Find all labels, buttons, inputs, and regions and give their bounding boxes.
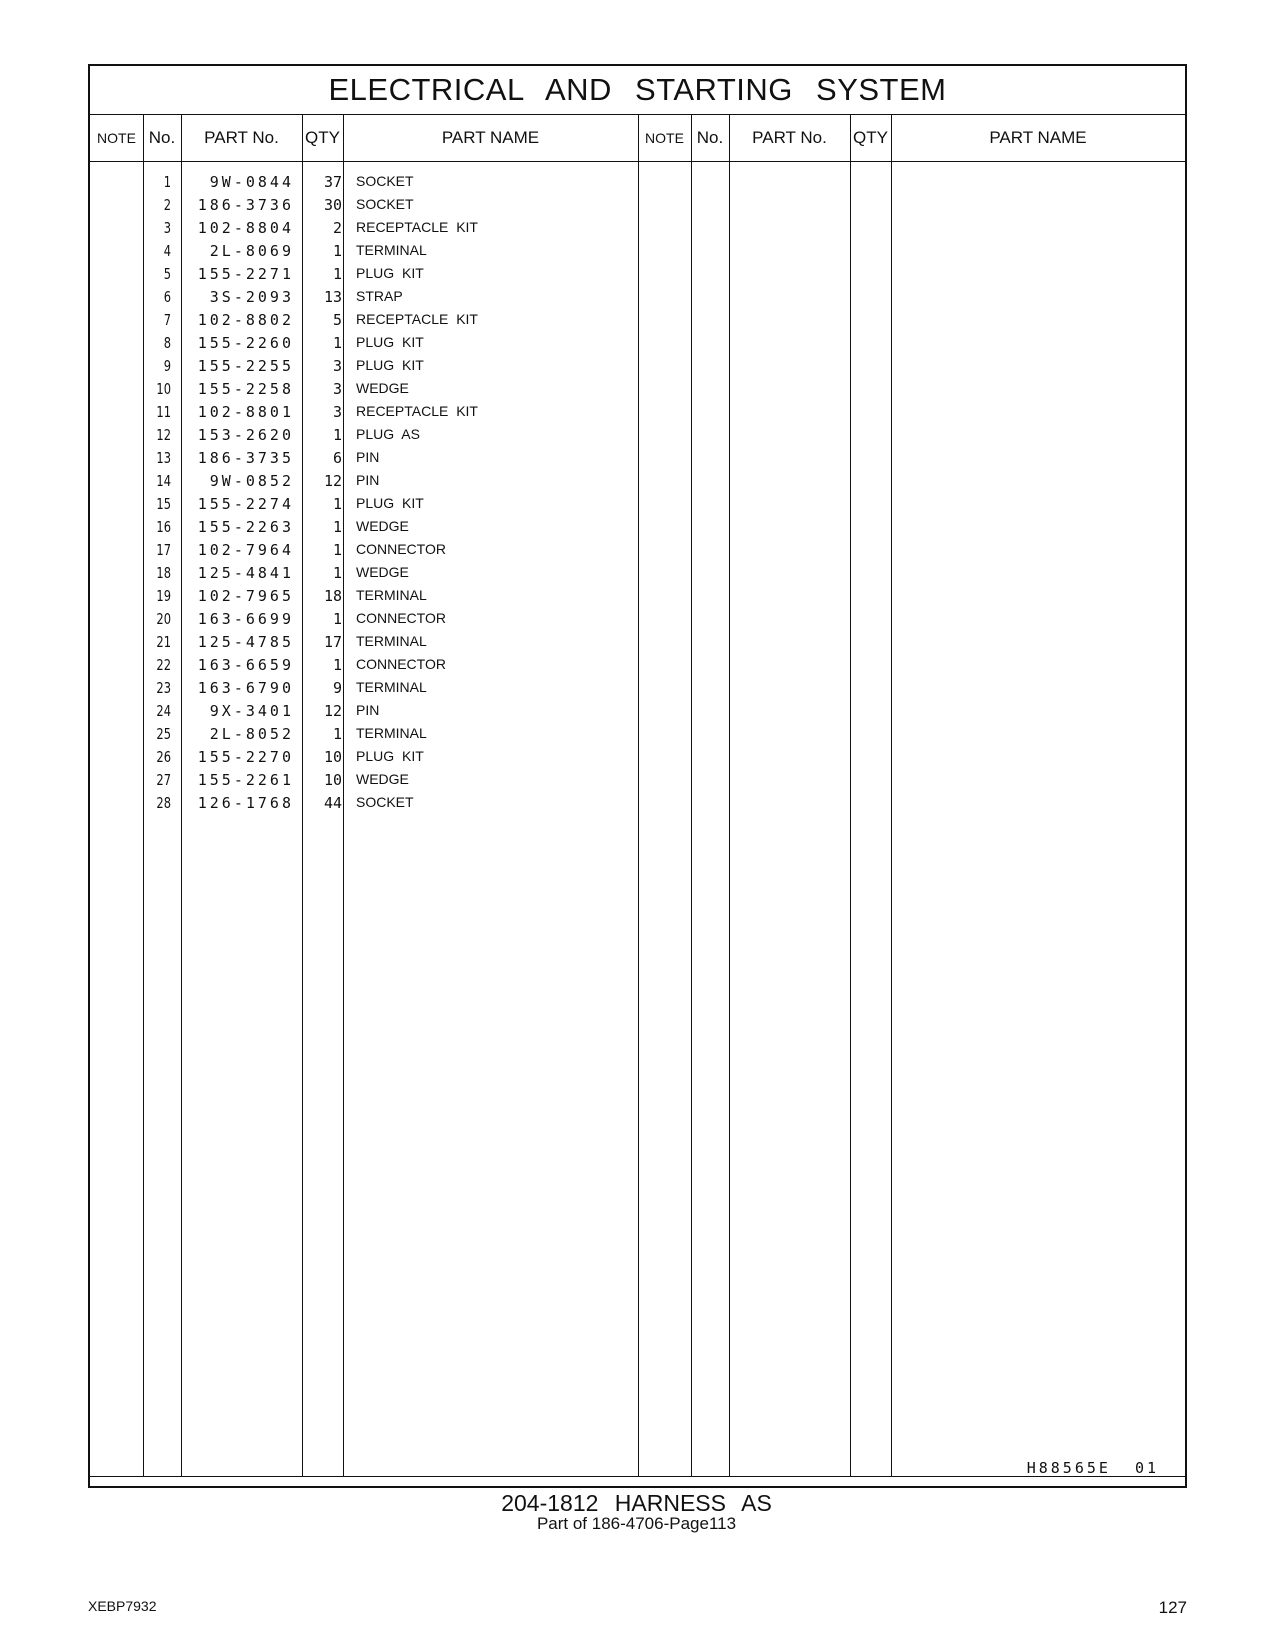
part-name: STRAP [356,288,403,304]
part-name: SOCKET [356,173,414,189]
item-number: 25 [156,725,171,743]
part-number: 9X-3401 [209,702,294,720]
table-row [90,495,1185,518]
quantity: 12 [323,472,342,490]
header-note-left: NOTE [97,129,136,146]
part-number: 163-6659 [197,656,294,674]
part-number: 153-2620 [197,426,294,444]
part-number: 155-2263 [197,518,294,536]
table-row [90,541,1185,564]
part-number: 3S-2093 [209,288,294,306]
part-name: TERMINAL [356,242,427,258]
table-row [90,357,1185,380]
item-number: 5 [163,265,171,283]
quantity: 10 [323,748,342,766]
header-part-no-left: PART No. [204,127,279,147]
part-name: PLUG KIT [356,265,424,281]
item-number: 13 [156,449,171,467]
item-number: 6 [163,288,171,306]
item-number: 24 [156,702,171,720]
quantity: 1 [332,334,342,352]
quantity: 9 [332,679,342,697]
table-row [90,679,1185,702]
item-number: 19 [156,587,171,605]
item-number: 20 [156,610,171,628]
part-name: TERMINAL [356,725,427,741]
part-number: 155-2261 [197,771,294,789]
quantity: 18 [323,587,342,605]
table-row [90,196,1185,219]
part-number: 125-4785 [197,633,294,651]
table-row [90,771,1185,794]
header-no-right: No. [696,127,724,147]
item-number: 11 [156,403,171,421]
part-number: 155-2270 [197,748,294,766]
table-row [90,587,1185,610]
table-row [90,633,1185,656]
part-number: 155-2255 [197,357,294,375]
table-row [90,426,1185,449]
part-number: 102-7965 [197,587,294,605]
header-no-left: No. [148,127,176,147]
table-row [90,449,1185,472]
part-name: PLUG KIT [356,334,424,350]
item-number: 9 [163,357,171,375]
item-number: 2 [163,196,171,214]
item-number: 22 [156,656,171,674]
quantity: 44 [323,794,342,812]
table-bottom-rule [90,1476,1185,1477]
page-number: 127 [1158,1598,1187,1617]
part-number: 102-7964 [197,541,294,559]
part-number: 155-2274 [197,495,294,513]
part-number: 125-4841 [197,564,294,582]
quantity: 1 [332,518,342,536]
part-name: PLUG KIT [356,495,424,511]
table-row [90,334,1185,357]
quantity: 1 [332,564,342,582]
item-number: 15 [156,495,171,513]
part-name: TERMINAL [356,587,427,603]
quantity: 2 [332,219,342,237]
item-number: 23 [156,679,171,697]
table-row [90,173,1185,196]
item-number: 10 [156,380,171,398]
part-name: PIN [356,702,380,718]
section-title: ELECTRICAL AND STARTING SYSTEM [90,66,1185,115]
quantity: 1 [332,426,342,444]
part-name: WEDGE [356,771,409,787]
table-row [90,472,1185,495]
part-number: 186-3735 [197,449,294,467]
part-number: 126-1768 [197,794,294,812]
part-name: PLUG KIT [356,748,424,764]
table-row [90,656,1185,679]
table-row [90,311,1185,334]
part-number: 102-8804 [197,219,294,237]
quantity: 1 [332,610,342,628]
item-number: 16 [156,518,171,536]
quantity: 3 [332,403,342,421]
quantity: 10 [323,771,342,789]
table-row [90,794,1185,817]
item-number: 27 [156,771,171,789]
item-number: 18 [156,564,171,582]
illustration-code-text: H88565E [1026,1459,1111,1477]
item-number: 28 [156,794,171,812]
illustration-rev: 01 [1134,1459,1159,1477]
part-name: RECEPTACLE KIT [356,311,478,327]
item-number: 8 [163,334,171,352]
quantity: 1 [332,656,342,674]
item-number: 12 [156,426,171,444]
table-row [90,610,1185,633]
quantity: 1 [332,265,342,283]
illustration-code [1027,1459,1159,1477]
parts-list-table [88,64,1187,1488]
quantity: 12 [323,702,342,720]
part-number: 9W-0844 [209,173,294,191]
part-name: PIN [356,472,380,488]
quantity: 6 [332,449,342,467]
part-name: CONNECTOR [356,610,446,626]
quantity: 3 [332,357,342,375]
item-number: 3 [163,219,171,237]
quantity: 1 [332,541,342,559]
quantity: 5 [332,311,342,329]
item-number: 21 [156,633,171,651]
part-name: RECEPTACLE KIT [356,219,478,235]
part-number: 102-8802 [197,311,294,329]
part-number: 155-2271 [197,265,294,283]
quantity: 30 [323,196,342,214]
quantity: 3 [332,380,342,398]
item-number: 26 [156,748,171,766]
part-name: WEDGE [356,564,409,580]
part-name: PLUG AS [356,426,420,442]
table-row [90,265,1185,288]
quantity: 13 [323,288,342,306]
part-name: CONNECTOR [356,541,446,557]
header-qty-right: QTY [853,127,888,147]
quantity: 37 [323,173,342,191]
table-row [90,288,1185,311]
part-name: WEDGE [356,380,409,396]
item-number: 1 [163,173,171,191]
part-name: SOCKET [356,196,414,212]
assembly-title: 204-1812 HARNESS AS [501,1490,772,1516]
table-row [90,564,1185,587]
header-part-name-right: PART NAME [989,127,1087,147]
part-name: PIN [356,449,380,465]
part-number: 2L-8052 [209,725,294,743]
part-number: 163-6699 [197,610,294,628]
part-number: 155-2260 [197,334,294,352]
quantity: 1 [332,725,342,743]
table-row [90,725,1185,748]
table-row [90,518,1185,541]
part-of-reference: Part of 186-4706-Page113 [536,1514,737,1533]
table-row [90,380,1185,403]
header-part-no-right: PART No. [752,127,827,147]
part-name: RECEPTACLE KIT [356,403,478,419]
item-number: 17 [156,541,171,559]
table-row [90,403,1185,426]
document-number: XEBP7932 [88,1598,157,1614]
item-number: 14 [156,472,171,490]
table-row [90,242,1185,265]
item-number: 4 [163,242,171,260]
part-name: SOCKET [356,794,414,810]
part-number: 155-2258 [197,380,294,398]
part-number: 186-3736 [197,196,294,214]
header-note-right: NOTE [645,129,684,146]
header-qty-left: QTY [305,127,340,147]
table-row [90,702,1185,725]
item-number: 7 [163,311,171,329]
quantity: 17 [323,633,342,651]
part-name: PLUG KIT [356,357,424,373]
part-number: 2L-8069 [209,242,294,260]
table-row [90,748,1185,771]
part-name: TERMINAL [356,633,427,649]
part-number: 102-8801 [197,403,294,421]
part-number: 9W-0852 [209,472,294,490]
part-name: WEDGE [356,518,409,534]
quantity: 1 [332,242,342,260]
header-part-name-left: PART NAME [441,127,540,147]
part-number: 163-6790 [197,679,294,697]
quantity: 1 [332,495,342,513]
part-name: TERMINAL [356,679,427,695]
part-name: CONNECTOR [356,656,446,672]
table-row [90,219,1185,242]
